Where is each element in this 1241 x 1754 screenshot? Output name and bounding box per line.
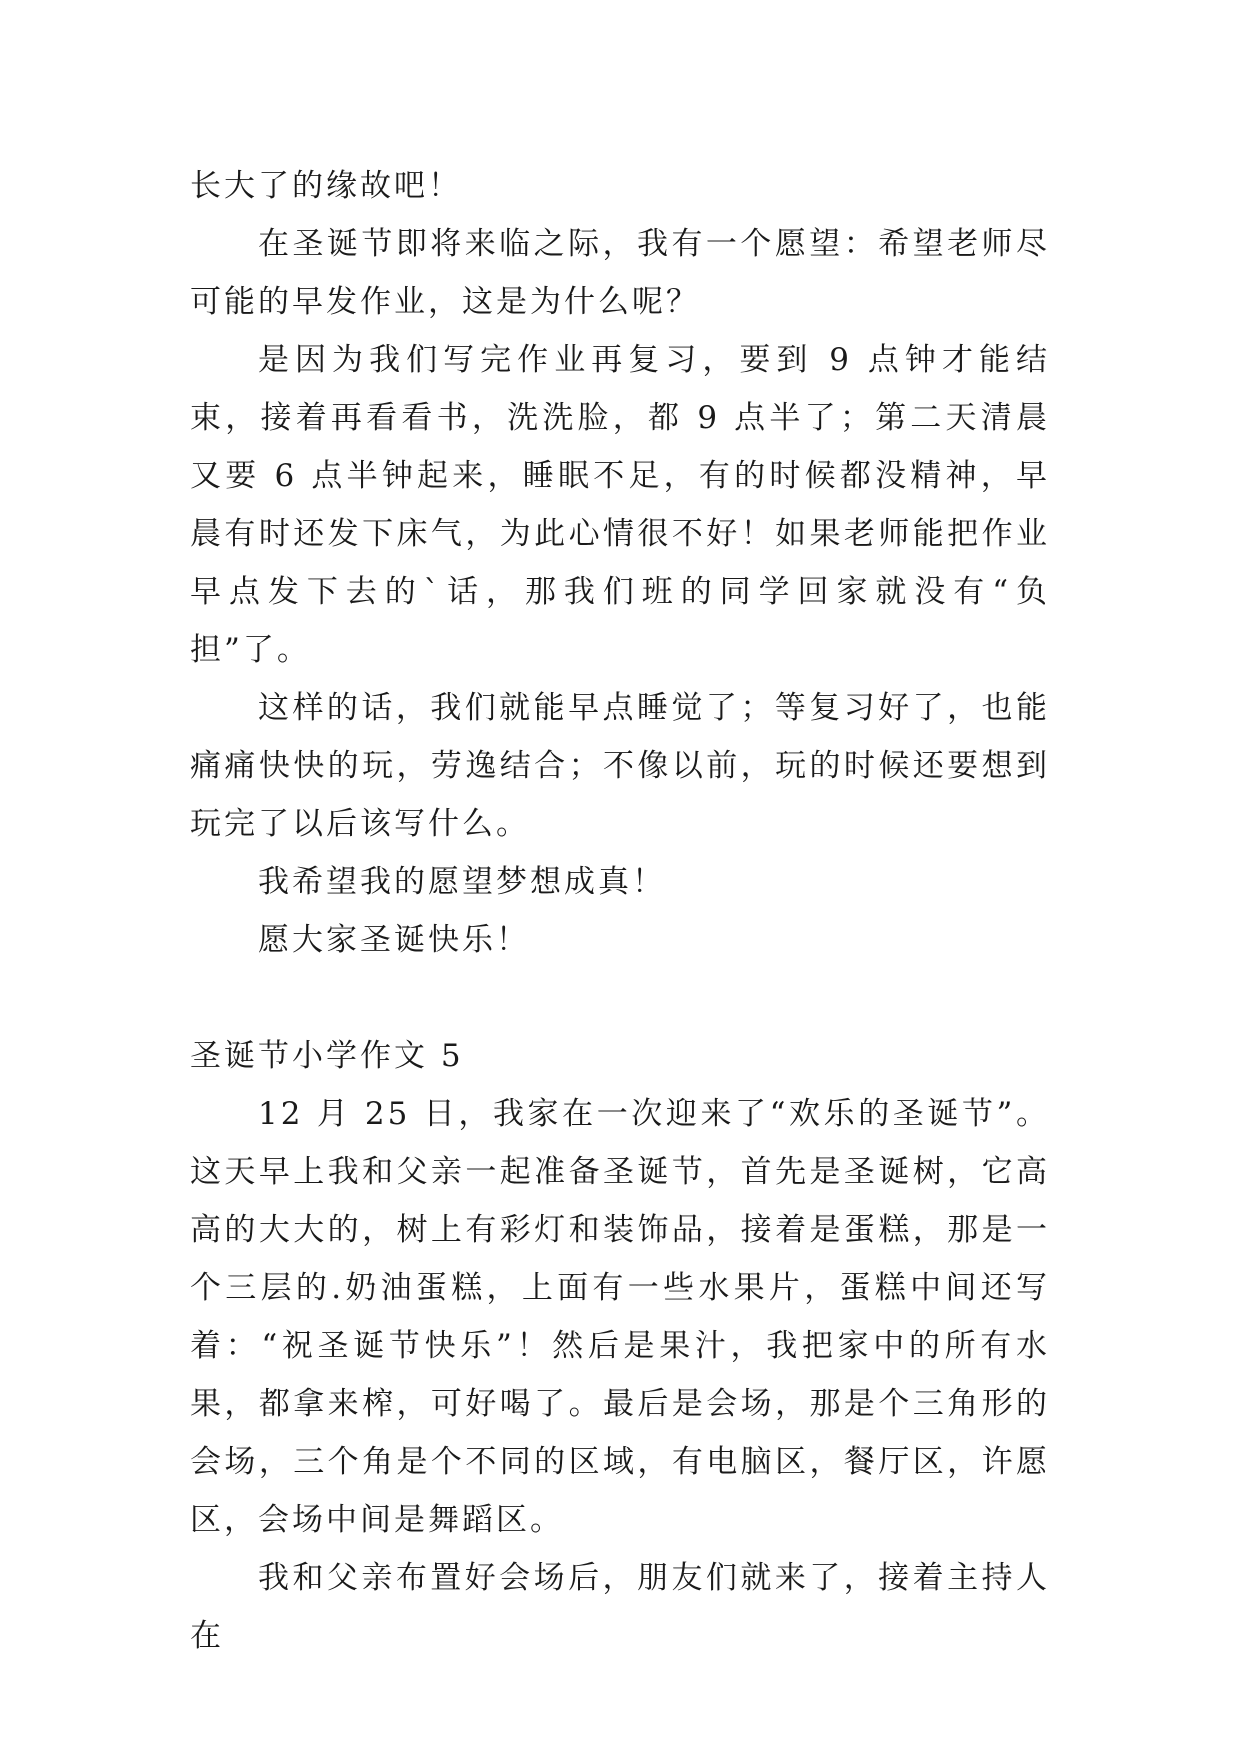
essay-body	[190, 157, 1050, 1665]
paragraph-reason: 是因为我们写完作业再复习，要到 9 点钟才能结束，接着再看看书，洗洗脸，都 9 点半了；第二天清晨又要 6 点半钟起来，睡眠不足，有的时候都没精神，早晨有时还发下床气，为此心情很不好！如果老师能把作业早点发下去的`话，那我们班的同学回家就没有“负担”了。	[190, 342, 1050, 668]
section-gap	[190, 969, 1050, 1027]
paragraph-greeting: 愿大家圣诞快乐！	[258, 922, 530, 958]
paragraph-benefit: 这样的话，我们就能早点睡觉了；等复习好了，也能痛痛快快的玩，劳逸结合；不像以前，玩的时候还要想到玩完了以后该写什么。	[190, 690, 1050, 842]
paragraph-hope: 我希望我的愿望梦想成真！	[258, 864, 666, 900]
paragraph-christmas-day: 12 月 25 日，我家在一次迎来了“欢乐的圣诞节”。这天早上我和父亲一起准备圣诞节，首先是圣诞树，它高高的大大的，树上有彩灯和装饰品，接着是蛋糕，那是一个三层的.奶油蛋糕，上面有一些水果片，蛋糕中间还写着：“祝圣诞节快乐”！然后是果汁，我把家中的所有水果，都拿来榨，可好喝了。最后是会场，那是个三角形的会场，三个角是个不同的区域，有电脑区，餐厅区，许愿区，会场中间是舞蹈区。	[190, 1096, 1050, 1538]
paragraph-continuation: 长大了的缘故吧！	[190, 168, 462, 204]
section-title: 圣诞节小学作文 5	[190, 1038, 464, 1074]
paragraph-wish: 在圣诞节即将来临之际，我有一个愿望：希望老师尽可能的早发作业，这是为什么呢？	[190, 226, 1050, 320]
paragraph-party: 我和父亲布置好会场后，朋友们就来了，接着主持人在	[190, 1560, 1050, 1654]
